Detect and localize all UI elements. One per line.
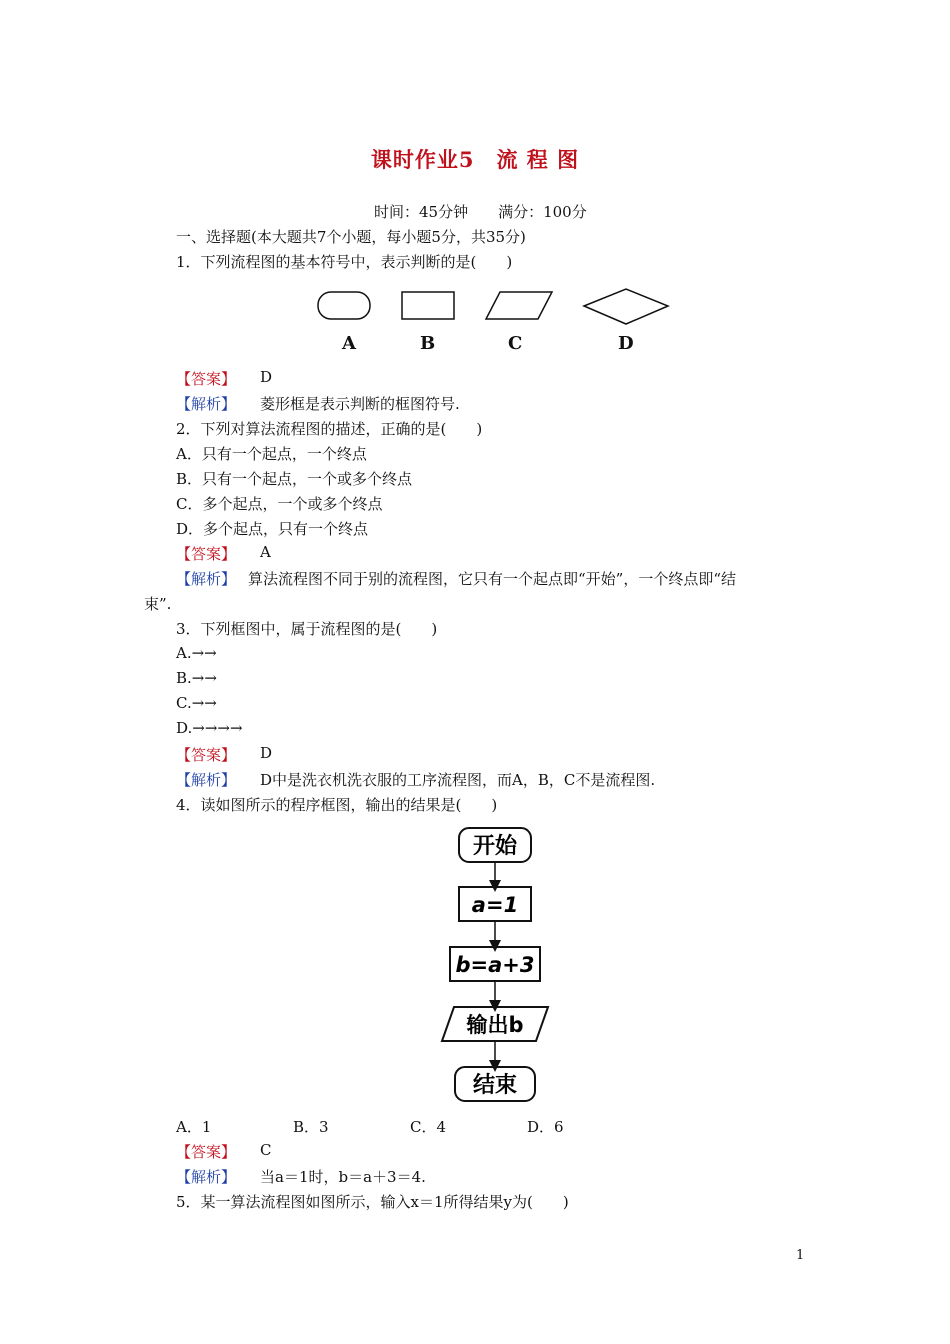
start-label: 开始 — [472, 834, 518, 859]
question-3-stem: 3．下列框图中，属于流程图的是( ) — [176, 620, 438, 638]
q3-option: C.→→ — [176, 694, 217, 712]
q4-option: A．1 — [176, 1118, 212, 1136]
q4-option: C．4 — [410, 1118, 447, 1136]
analysis-tag: 【解析】 — [176, 771, 237, 789]
decision-symbol — [584, 289, 668, 324]
q3-option: D.→→→→ — [176, 719, 243, 737]
q3-answer: D — [260, 744, 273, 762]
shape-label-d: D — [618, 333, 634, 354]
q4-analysis: 当a＝1时，b＝a＋3＝4. — [260, 1168, 426, 1186]
analysis-tag: 【解析】 — [176, 1168, 237, 1186]
output-label: 输出b — [466, 1013, 524, 1037]
answer-tag: 【答案】 — [176, 370, 237, 388]
question-1-stem: 1．下列流程图的基本符号中，表示判断的是( ) — [176, 253, 513, 271]
q2-answer: A — [260, 543, 271, 561]
q4-program-flowchart — [430, 822, 560, 1112]
q2-option: D．多个起点，只有一个终点 — [176, 520, 369, 538]
question-5-stem: 5．某一算法流程图如图所示，输入x＝1所得结果y为( ) — [176, 1193, 569, 1211]
analysis-tag: 【解析】 — [176, 570, 237, 588]
question-4-stem: 4．读如图所示的程序框图，输出的结果是( ) — [176, 796, 498, 814]
answer-tag: 【答案】 — [176, 545, 237, 563]
analysis-tag: 【解析】 — [176, 395, 237, 413]
q4-answer: C — [260, 1141, 272, 1159]
terminal-symbol — [318, 292, 370, 319]
q2-option: A．只有一个起点，一个终点 — [176, 445, 367, 463]
shape-label-a: A — [342, 333, 356, 354]
page-number: 1 — [796, 1248, 805, 1263]
q1-analysis: 菱形框是表示判断的框图符号. — [260, 395, 460, 413]
q3-option: B.→→ — [176, 669, 217, 687]
process-b-label: b=a+3 — [455, 953, 535, 977]
section-heading: 一、选择题(本大题共7个小题，每小题5分，共35分) — [176, 228, 526, 246]
process-a-label: a=1 — [471, 893, 519, 917]
q4-option: B．3 — [293, 1118, 329, 1136]
io-symbol — [486, 292, 552, 319]
q3-option: A.→→ — [176, 644, 217, 662]
page-title: 课时作业5 流 程 图 — [370, 147, 580, 172]
shape-label-b: B — [420, 333, 436, 354]
q1-answer: D — [260, 368, 273, 386]
q2-analysis-line-1: 算法流程图不同于别的流程图，它只有一个起点即“开始”，一个终点即“结 — [248, 570, 737, 588]
q2-option: C．多个起点，一个或多个终点 — [176, 495, 383, 513]
q2-option: B．只有一个起点，一个或多个终点 — [176, 470, 413, 488]
q4-option: D．6 — [527, 1118, 564, 1136]
end-label: 结束 — [472, 1073, 518, 1098]
meta-time-score: 时间：45分钟 满分：100分 — [374, 203, 587, 221]
shape-label-c: C — [508, 333, 523, 354]
q2-analysis-line-2: 束”. — [144, 595, 172, 613]
question-2-stem: 2．下列对算法流程图的描述，正确的是( ) — [176, 420, 483, 438]
answer-tag: 【答案】 — [176, 1143, 237, 1161]
process-symbol — [402, 292, 454, 319]
q3-analysis: D中是洗衣机洗衣服的工序流程图，而A，B，C不是流程图. — [260, 771, 656, 789]
answer-tag: 【答案】 — [176, 746, 237, 764]
